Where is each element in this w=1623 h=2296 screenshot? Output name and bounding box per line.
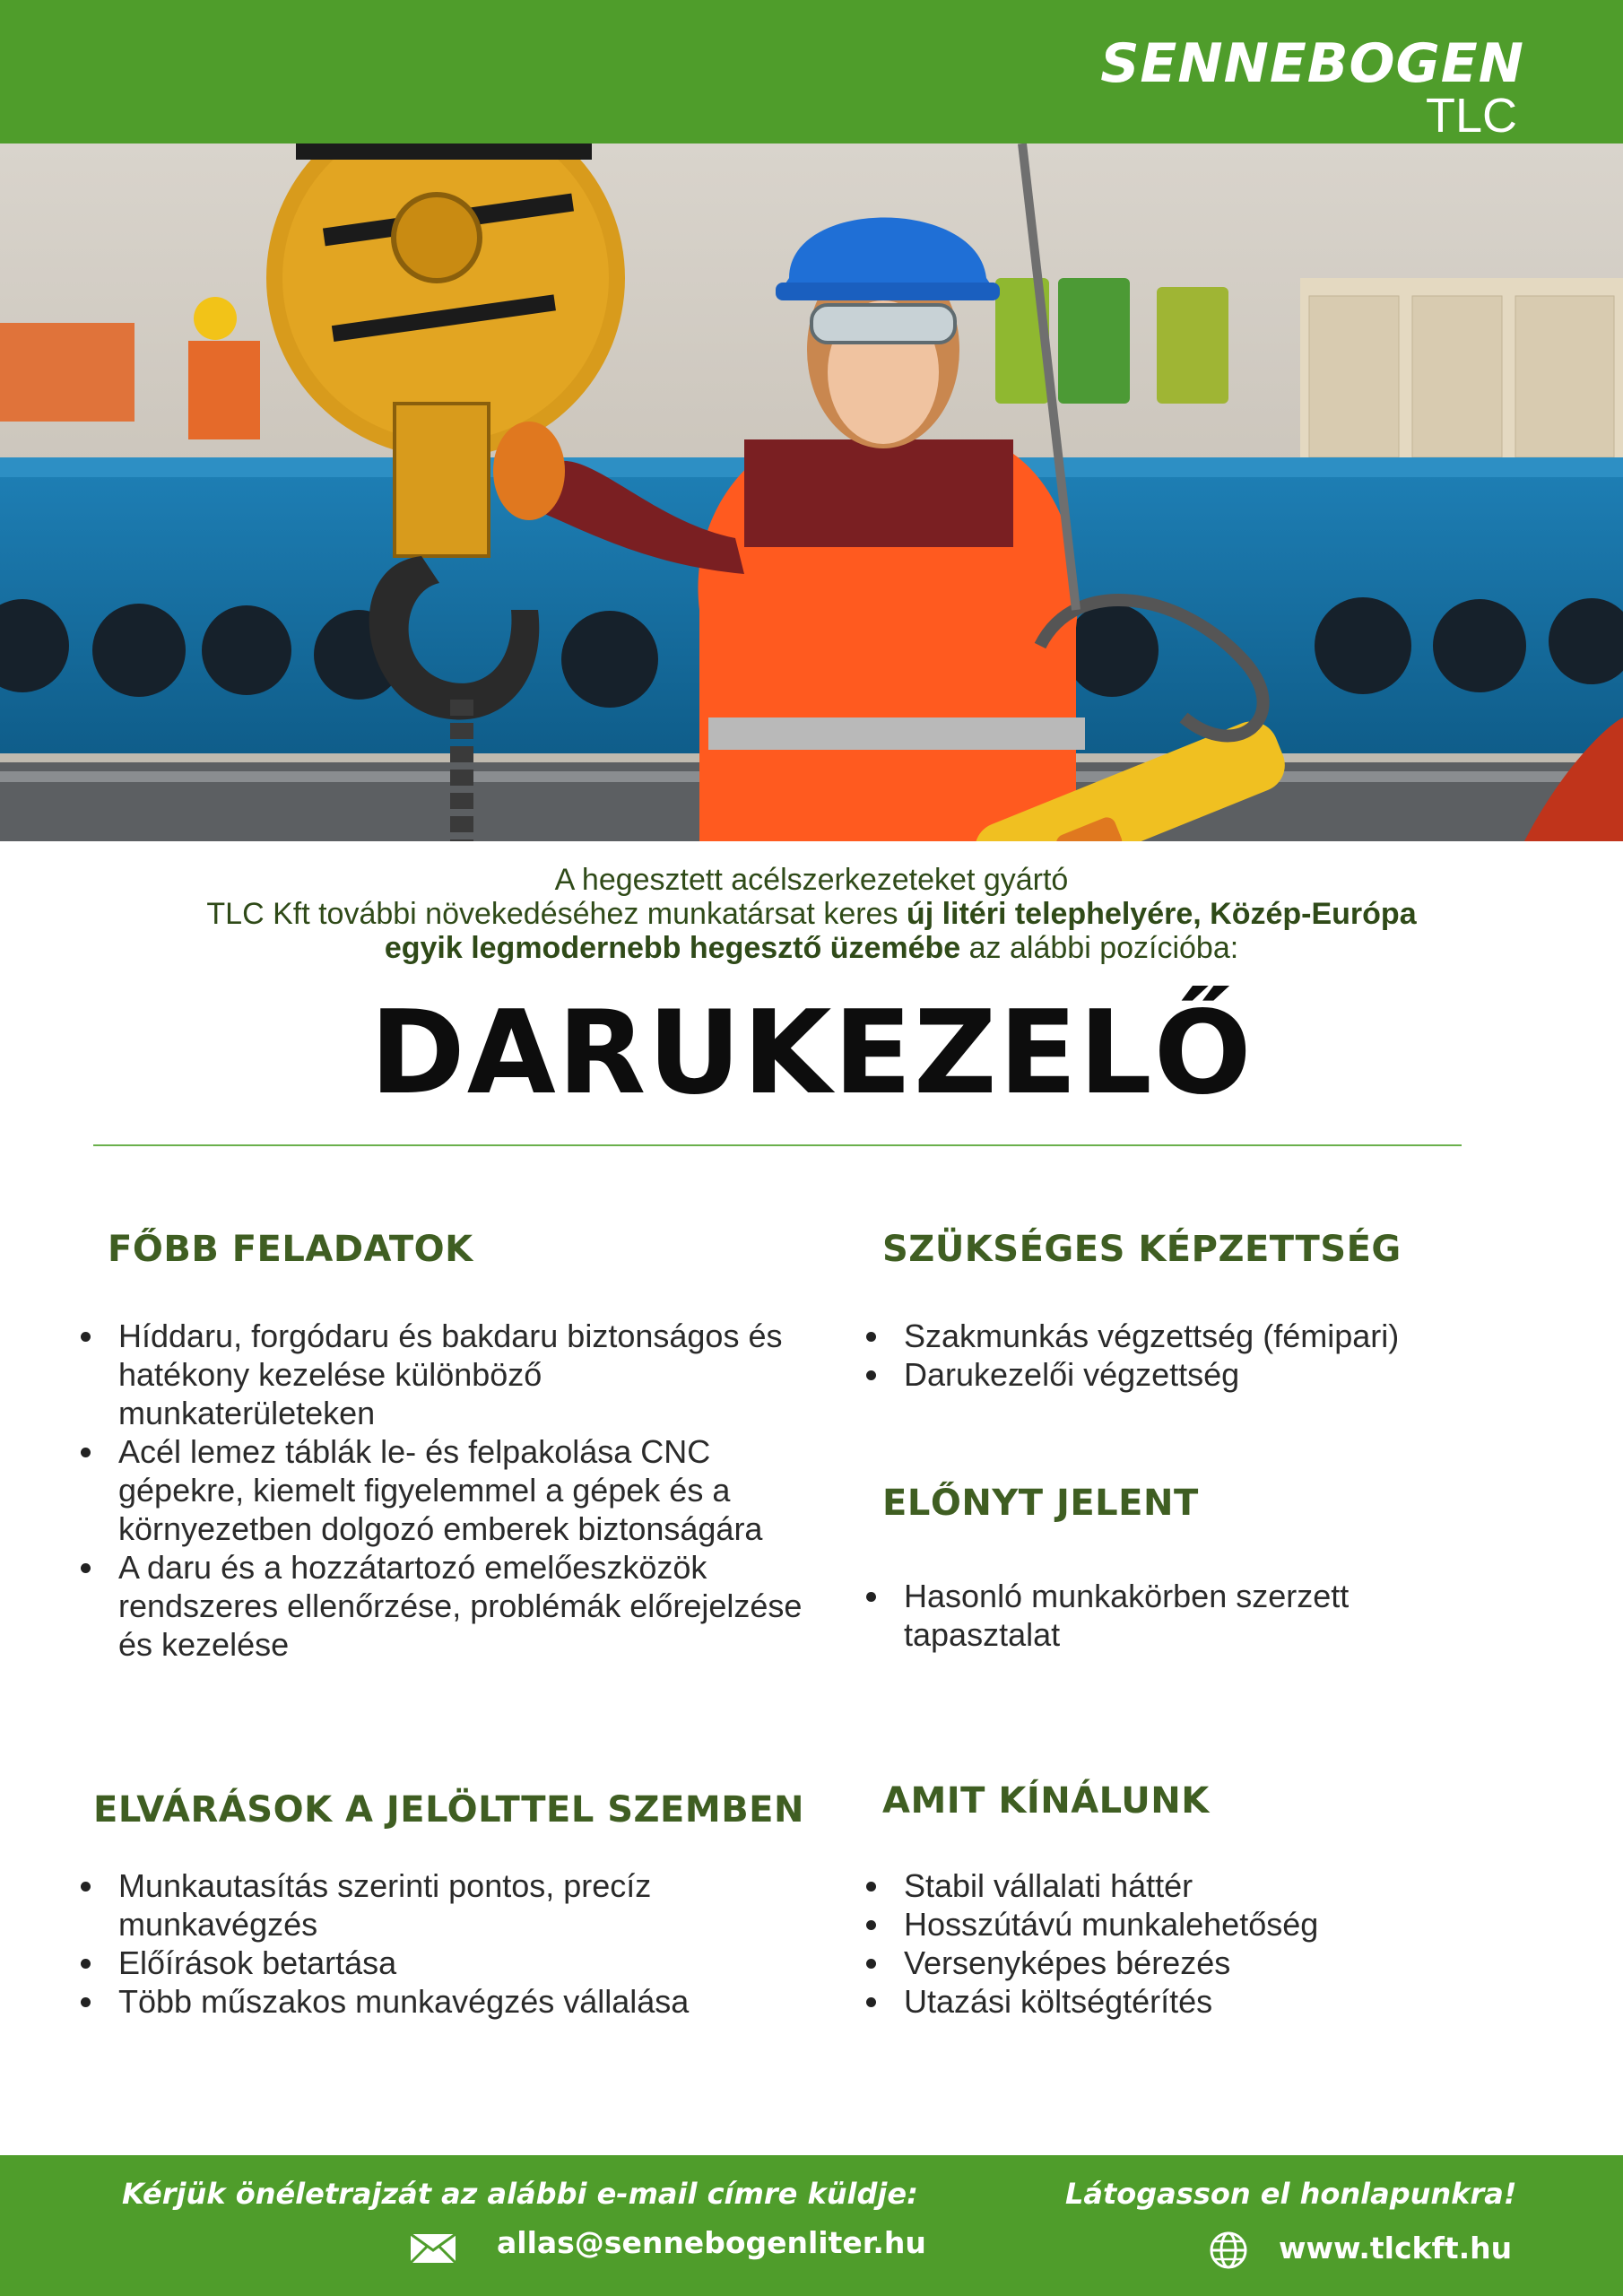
logo-subtitle: TLC [1425,89,1517,143]
worker-with-crane-hook-photo [0,144,1623,841]
title-divider [93,1144,1462,1146]
advantage-heading: ELŐNYT JELENT [882,1483,1199,1524]
list-item: Utazási költségtérítés [863,1982,1490,2021]
intro-line-1: A hegesztett acélszerkezeteket gyártó [554,863,1069,897]
list-item: Stabil vállalati háttér [863,1866,1490,1905]
list-item: Több műszakos munkavégzés vállalása [77,1982,803,2021]
expectations-heading: ELVÁRÁSOK A JELÖLTTEL SZEMBEN [93,1789,804,1831]
qualifications-heading: SZÜKSÉGES KÉPZETTSÉG [882,1229,1402,1270]
list-item: A daru és a hozzátartozó emelőeszközök rendszeres ellenőrzése, problémák előrejelzése és kezelése [77,1548,803,1664]
list-item: Hasonló munkakörben szerzett tapasztalat [863,1577,1419,1654]
envelope-icon [409,2232,457,2265]
contact-footer [0,2155,1623,2296]
sennebogen-tlc-logo [1100,32,1524,143]
list-item: Munkautasítás szerinti pontos, precíz munkavégzés [77,1866,803,1944]
intro-line-3: egyik legmodernebb hegesztő üzemébe az alábbi pozícióba: [384,931,1239,965]
offer-heading: AMIT KÍNÁLUNK [882,1780,1210,1822]
website-link[interactable]: www.tlckft.hu [1279,2231,1513,2266]
brand-header [0,0,1623,144]
intro-line-2: TLC Kft további növekedéséhez munkatársat keres új litéri telephelyére, Közép-Európa [206,897,1417,931]
list-item: Acél lemez táblák le- és felpakolása CNC gépekre, kiemelt figyelemmel a gépek és a környezetben dolgozó emberek biztonságára [77,1432,803,1548]
offer-list [863,1866,1490,2021]
duties-heading: FŐBB FELADATOK [108,1229,473,1270]
list-item: Hosszútávú munkalehetőség [863,1905,1490,1944]
logo-wordmark: SENNEBOGEN [1100,32,1524,95]
intro-text [0,863,1623,965]
job-title: DARUKEZELŐ [369,987,1254,1120]
expectations-list [77,1866,803,2021]
qualifications-list [863,1317,1490,1394]
advantage-list [863,1577,1419,1654]
list-item: Szakmunkás végzettség (fémipari) [863,1317,1490,1355]
visit-prompt: Látogasson el honlapunkra! [1065,2177,1517,2211]
list-item: Híddaru, forgódaru és bakdaru biztonságos és hatékony kezelése különböző munkaterületeken [77,1317,803,1432]
cv-prompt: Kérjük önéletrajzát az alábbi e-mail címre küldje: [122,2177,918,2211]
hero-photo [0,144,1623,841]
list-item: Versenyképes bérezés [863,1944,1490,1982]
globe-icon [1209,2231,1248,2270]
email-link[interactable]: allas@sennebogenliter.hu [497,2225,926,2260]
list-item: Előírások betartása [77,1944,803,1982]
list-item: Darukezelői végzettség [863,1355,1490,1394]
duties-list [77,1317,803,1664]
